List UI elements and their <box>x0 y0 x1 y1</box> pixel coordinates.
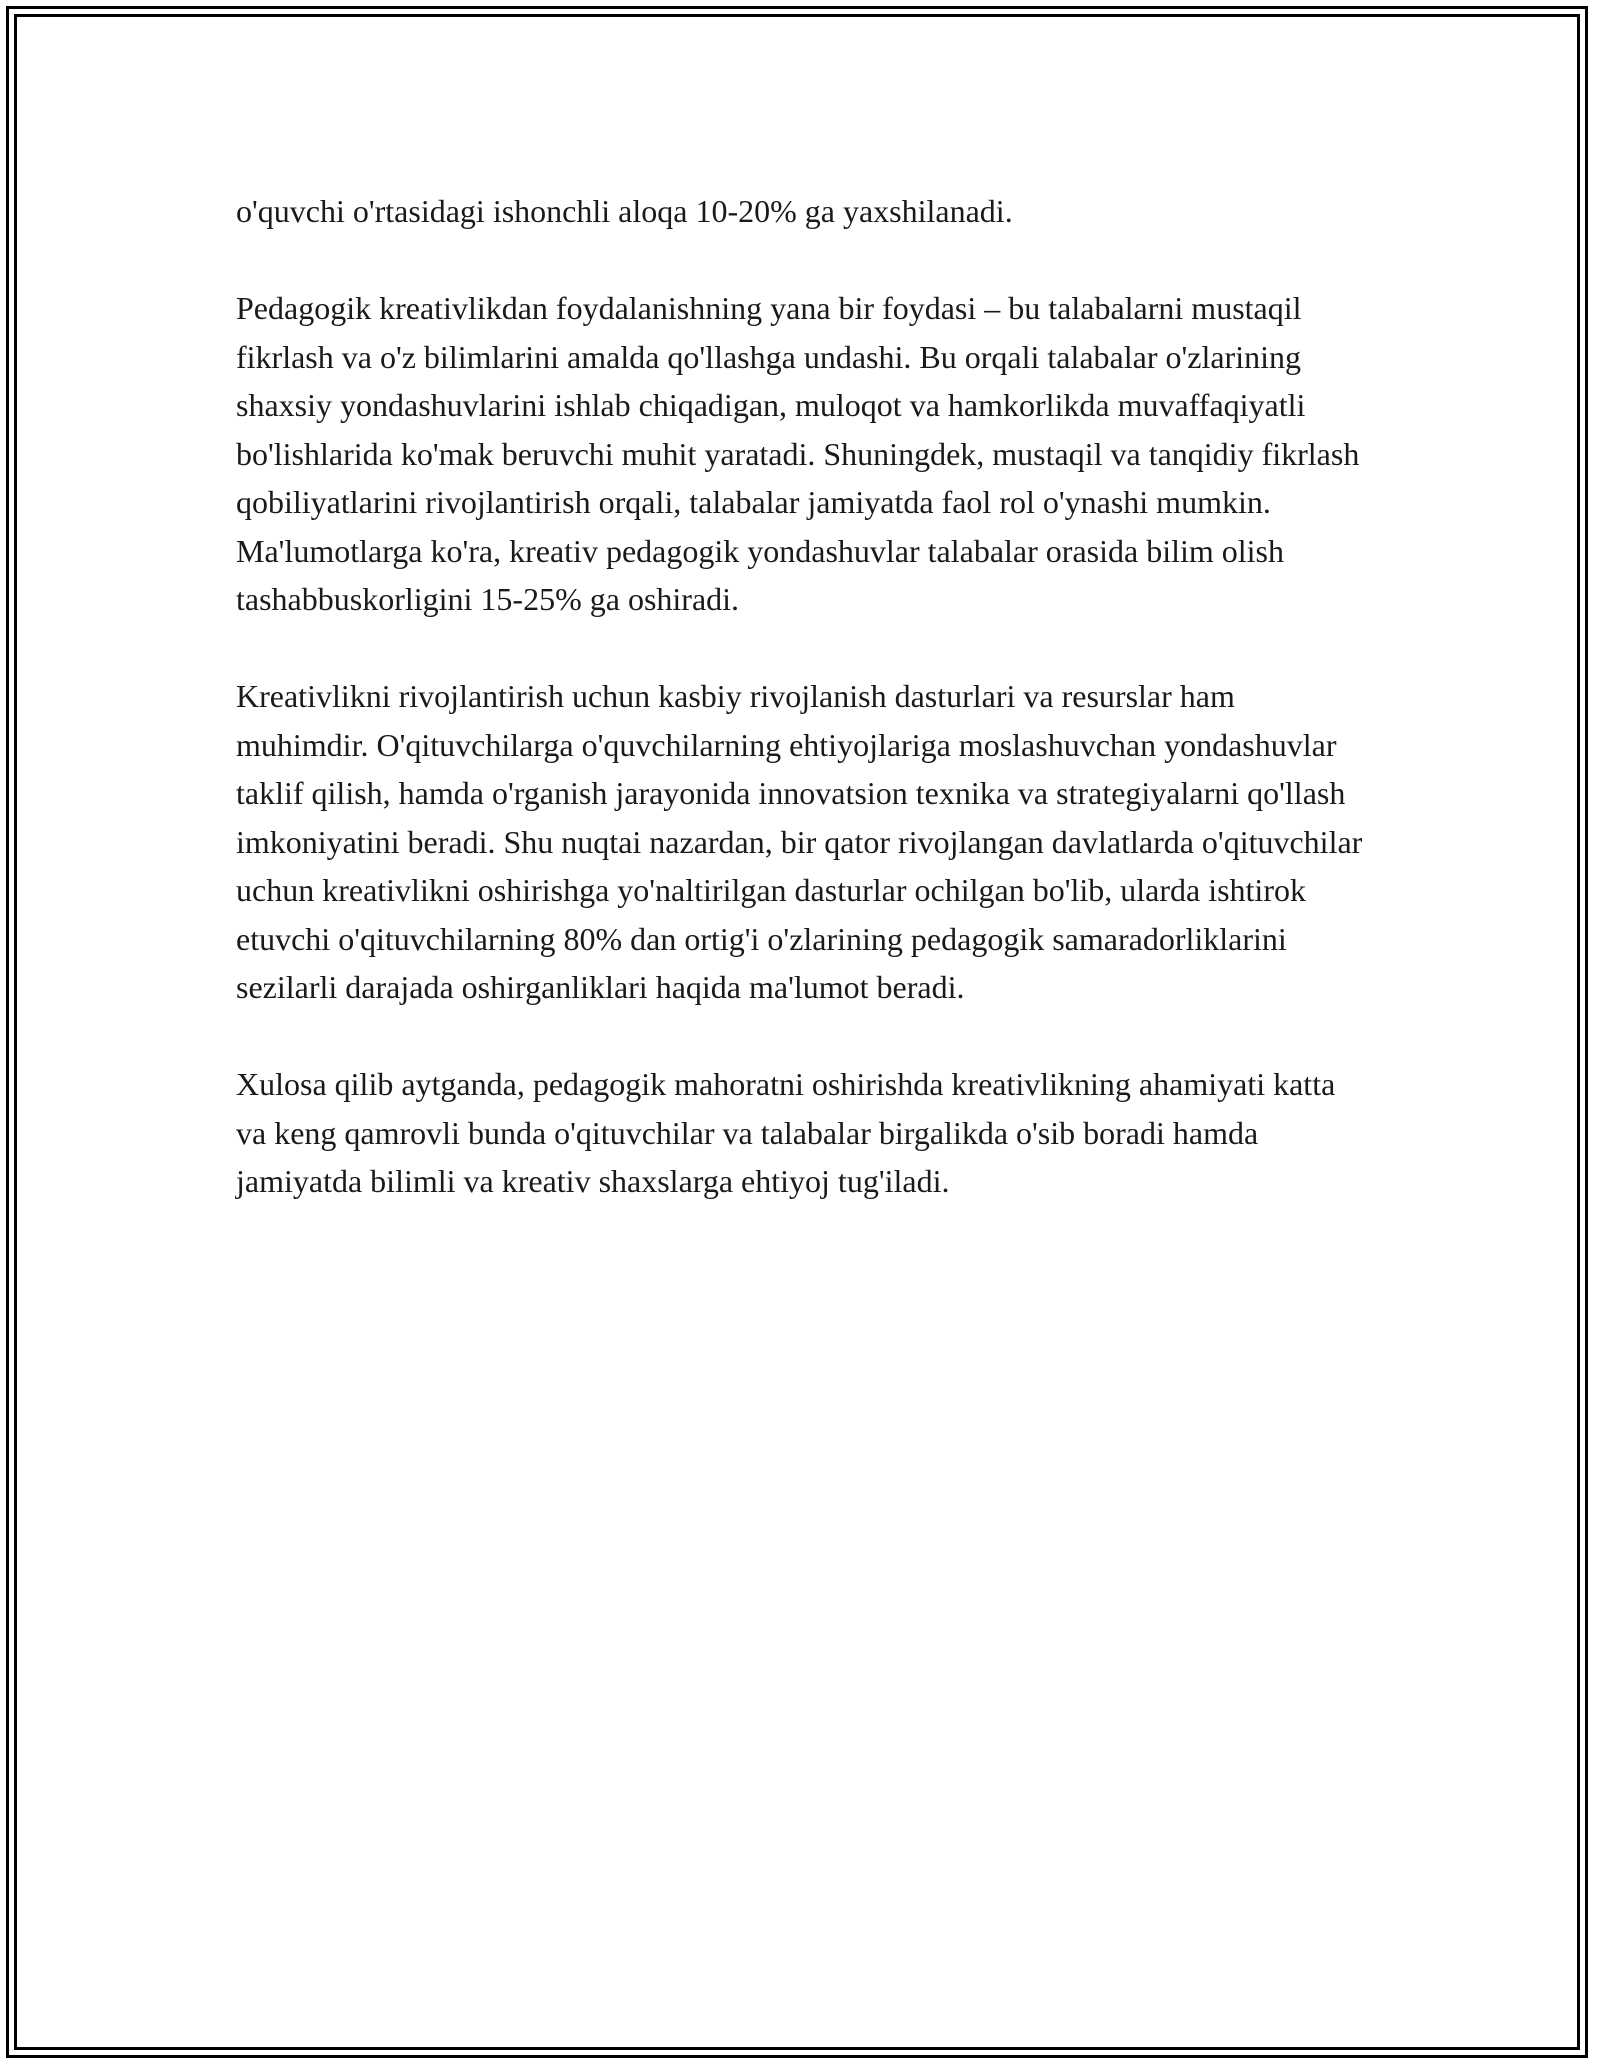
paragraph-4: Xulosa qilib aytganda, pedagogik mahoratni oshirishda kreativlikning ahamiyati katta va keng qamrovli bunda o'qituvchilar va talabalar birgalikda o'sib boradi hamda jamiyatda bilimli va kreativ shaxslarga ehtiyoj tug'iladi. <box>236 1066 1336 1199</box>
document-body <box>236 187 1366 1206</box>
paragraph-1: o'quvchi o'rtasidagi ishonchli aloqa 10-20% ga yaxshilanadi. <box>236 193 1013 229</box>
paragraph-2: Pedagogik kreativlikdan foydalanishning yana bir foydasi – bu talabalarni mustaqil fikrlash va o'z bilimlarini amalda qo'llashga undashi. Bu orqali talabalar o'zlarining shaxsiy yondashuvlarini ishlab chiqadigan, muloqot va hamkorlikda muvaffaqiyatli bo'lishlarida ko'mak beruvchi muhit yaratadi. Shuningdek, mustaqil va tanqidiy fikrlash qobiliyatlarini rivojlantirish orqali, talabalar jamiyatda faol rol o'ynashi mumkin. Ma'lumotlarga ko'ra, kreativ pedagogik yondashuvlar talabalar orasida bilim olish tashabbuskorligini 15-25% ga oshiradi. <box>236 290 1360 617</box>
paragraph-3: Kreativlikni rivojlantirish uchun kasbiy rivojlanish dasturlari va resurslar ham muhimdir. O'qituvchilarga o'quvchilarning ehtiyojlariga moslashuvchan yondashuvlar taklif qilish, hamda o'rganish jarayonida innovatsion texnika va strategiyalarni qo'llash imkoniyatini beradi. Shu nuqtai nazardan, bir qator rivojlangan davlatlarda o'qituvchilar uchun kreativlikni oshirishga yo'naltirilgan dasturlar ochilgan bo'lib, ularda ishtirok etuvchi o'qituvchilarning 80% dan ortig'i o'zlarining pedagogik samaradorliklarini sezilarli darajada oshirganliklari haqida ma'lumot beradi. <box>236 678 1363 1005</box>
